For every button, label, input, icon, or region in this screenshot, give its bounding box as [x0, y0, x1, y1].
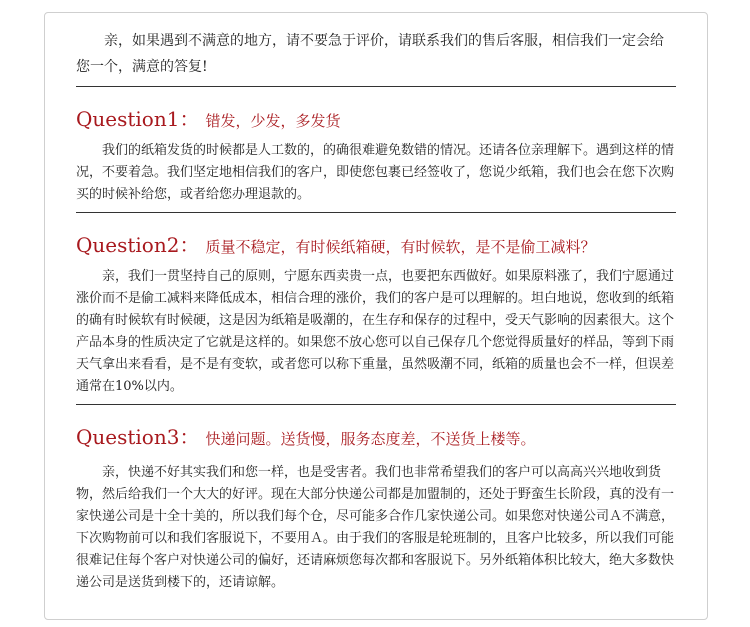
question-3-title: 快递问题。送货慢，服务态度差，不送货上楼等。 [205, 430, 536, 448]
question-2-title: 质量不稳定，有时候纸箱硬，有时候软，是不是偷工减料？ [205, 238, 596, 256]
divider [76, 86, 676, 87]
question-2-body: 亲，我们一贯坚持自己的原则，宁愿东西卖贵一点，也要把东西做好。如果原料涨了，我们宁愿通过涨价而不是偷工减料来降低成本，相信合理的涨价，我们的客户是可以理解的。坦白地说，您收到的纸箱的确有时候软有时候硬，这是因为纸箱是吸潮的，在生存和保存的过程中，受天气影响的因素很大。这个产品本身的性质决定了它就是这样的。如果您不放心您可以自己保存几个您觉得质量好的样品，等到下雨天气拿出来看看，是不是有变软，或者您可以称下重量，虽然吸潮不同，纸箱的质量也会不一样，但误差通常在10%以内。 [76, 269, 675, 394]
question-3-label: Question3： [76, 425, 200, 449]
intro-text: 亲，如果遇到不满意的地方，请不要急于评价，请联系我们的售后客服，相信我们一定会给您一个，满意的答复! [76, 33, 664, 75]
question-1 [76, 103, 676, 206]
divider [76, 404, 676, 405]
question-3 [76, 421, 676, 594]
question-2 [76, 229, 676, 398]
question-3-body: 亲，快递不好其实我们和您一样，也是受害者。我们也非常希望我们的客户可以高高兴兴地收到货物，然后给我们一个大大的好评。现在大部分快递公司都是加盟制的，还处于野蛮生长阶段，真的没有一家快递公司是十全十美的，所以我们每个仓，尽可能多合作几家快递公司。如果您对快递公司Ａ不满意，下次购物前可以和我们客服说下，不要用Ａ。由于我们的客服是轮班制的，且客户比较多，所以我们可能很难记住每个客户对快递公司的偏好，还请麻烦您每次都和客服说下。另外纸箱体积比较大，绝大多数快递公司是送货到楼下的，还请谅解。 [76, 465, 675, 590]
divider [76, 212, 676, 213]
question-1-body: 我们的纸箱发货的时候都是人工数的，的确很难避免数错的情况。还请各位亲理解下。遇到这样的情况，不要着急。我们坚定地相信我们的客户，即使您包裹已经签收了，您说少纸箱，我们也会在您下次购买的时候补给您，或者给您办理退款的。 [76, 143, 675, 202]
question-1-heading [76, 103, 676, 132]
question-3-heading [76, 421, 676, 450]
question-1-label: Question1： [76, 107, 200, 131]
question-2-heading [76, 229, 676, 258]
faq-content [76, 28, 676, 594]
question-1-title: 错发，少发，多发货 [205, 112, 341, 130]
question-2-label: Question2： [76, 233, 200, 257]
